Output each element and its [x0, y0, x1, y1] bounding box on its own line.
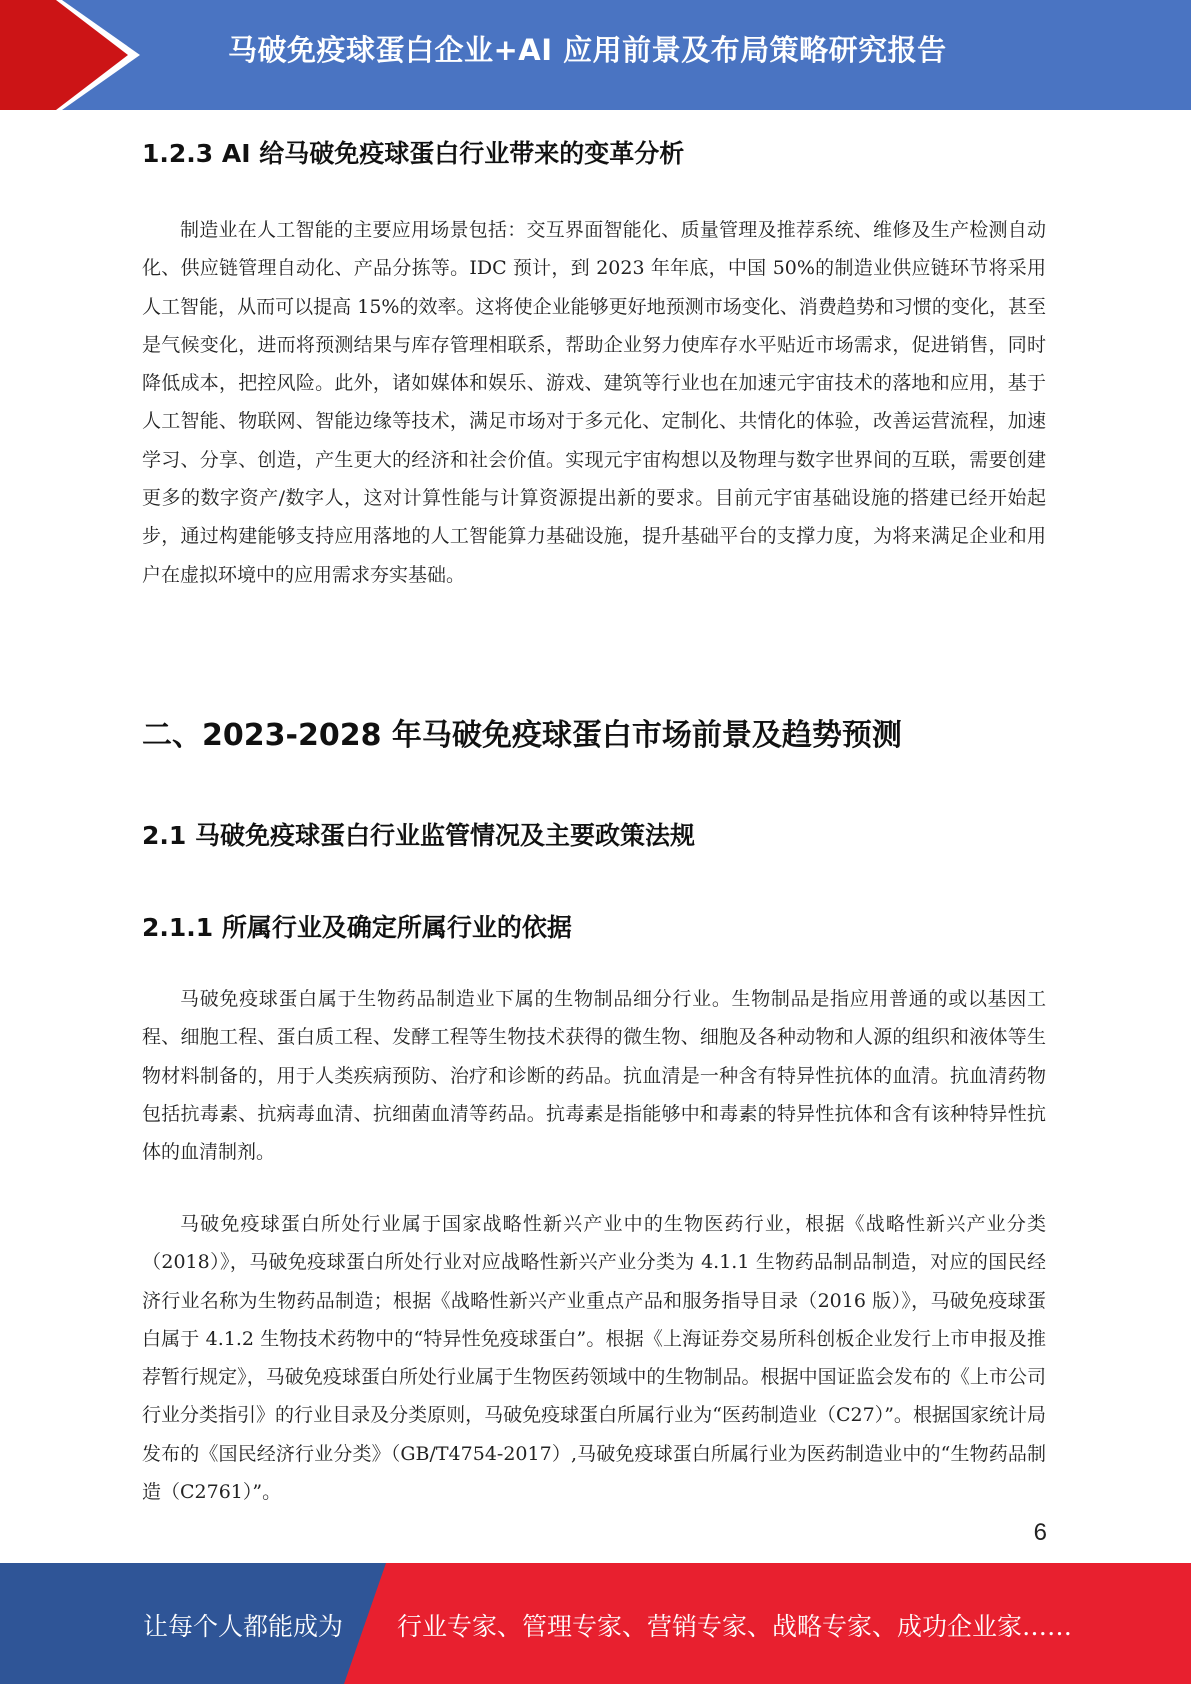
- page-footer: [0, 1563, 1191, 1684]
- page-number: 6: [1033, 1519, 1047, 1546]
- section-heading-2-1: 2.1 马破免疫球蛋白行业监管情况及主要政策法规: [142, 821, 695, 850]
- section-heading-2-1-1: 2.1.1 所属行业及确定所属行业的依据: [142, 913, 572, 942]
- header-title: 马破免疫球蛋白企业+AI 应用前景及布局策略研究报告: [228, 33, 947, 67]
- chapter-heading-2: 二、2023-2028 年马破免疫球蛋白市场前景及趋势预测: [142, 718, 902, 753]
- footer-slogan-right: 行业专家、管理专家、营销专家、战略专家、成功企业家……: [397, 1612, 1073, 1641]
- section-heading-1-2-3: 1.2.3 AI 给马破免疫球蛋白行业带来的变革分析: [142, 139, 685, 168]
- paragraph-industry-classification: 马破免疫球蛋白所处行业属于国家战略性新兴产业中的生物医药行业，根据《战略性新兴产业分类（2018）》，马破免疫球蛋白所处行业对应战略性新兴产业分类为 4.1.1 生物药品制品制造，对应的国民经济行业名称为生物药品制造；根据《战略性新兴产业重点产品和服务指导目录（2016 版）》，马破免疫球蛋白属于 4.1.2 生物技术药物中的“特异性免疫球蛋白”。根据《上海证券交易所科创板企业发行上市申报及推荐暂行规定》，马破免疫球蛋白所处行业属于生物医药领域中的生物制品。根据中国证监会发布的《上市公司行业分类指引》的行业目录及分类原则，马破免疫球蛋白所属行业为“医药制造业（C27）”。根据国家统计局发布的《国民经济行业分类》（GB/T4754-2017）,马破免疫球蛋白所属行业为医药制造业中的“生物药品制造（C2761）”。: [142, 1213, 1046, 1504]
- footer-slogan-left: 让每个人都能成为: [143, 1612, 344, 1641]
- page-header: [0, 0, 1191, 110]
- header-arrow-decoration: [0, 0, 150, 110]
- paragraph-biologics-definition: 马破免疫球蛋白属于生物药品制造业下属的生物制品细分行业。生物制品是指应用普通的或以基因工程、细胞工程、蛋白质工程、发酵工程等生物技术获得的微生物、细胞及各种动物和人源的组织和液体等生物材料制备的，用于人类疾病预防、治疗和诊断的药品。抗血清是一种含有特异性抗体的血清。抗血清药物包括抗毒素、抗病毒血清、抗细菌血清等药品。抗毒素是指能够中和毒素的特异性抗体和含有该种特异性抗体的血清制剂。: [142, 988, 1046, 1164]
- paragraph-ai-manufacturing: 制造业在人工智能的主要应用场景包括：交互界面智能化、质量管理及推荐系统、维修及生产检测自动化、供应链管理自动化、产品分拣等。IDC 预计，到 2023 年年底，中国 50%的制造业供应链环节将采用人工智能，从而可以提高 15%的效率。这将使企业能够更好地预测市场变化、消费趋势和习惯的变化，甚至是气候变化，进而将预测结果与库存管理相联系，帮助企业努力使库存水平贴近市场需求，促进销售，同时降低成本，把控风险。此外，诸如媒体和娱乐、游戏、建筑等行业也在加速元宇宙技术的落地和应用，基于人工智能、物联网、智能边缘等技术，满足市场对于多元化、定制化、共情化的体验，改善运营流程，加速学习、分享、创造，产生更大的经济和社会价值。实现元宇宙构想以及物理与数字世界间的互联，需要创建更多的数字资产/数字人，这对计算性能与计算资源提出新的要求。目前元宇宙基础设施的搭建已经开始起步，通过构建能够支持应用落地的人工智能算力基础设施，提升基础平台的支撑力度，为将来满足企业和用户在虚拟环境中的应用需求夯实基础。: [142, 219, 1046, 586]
